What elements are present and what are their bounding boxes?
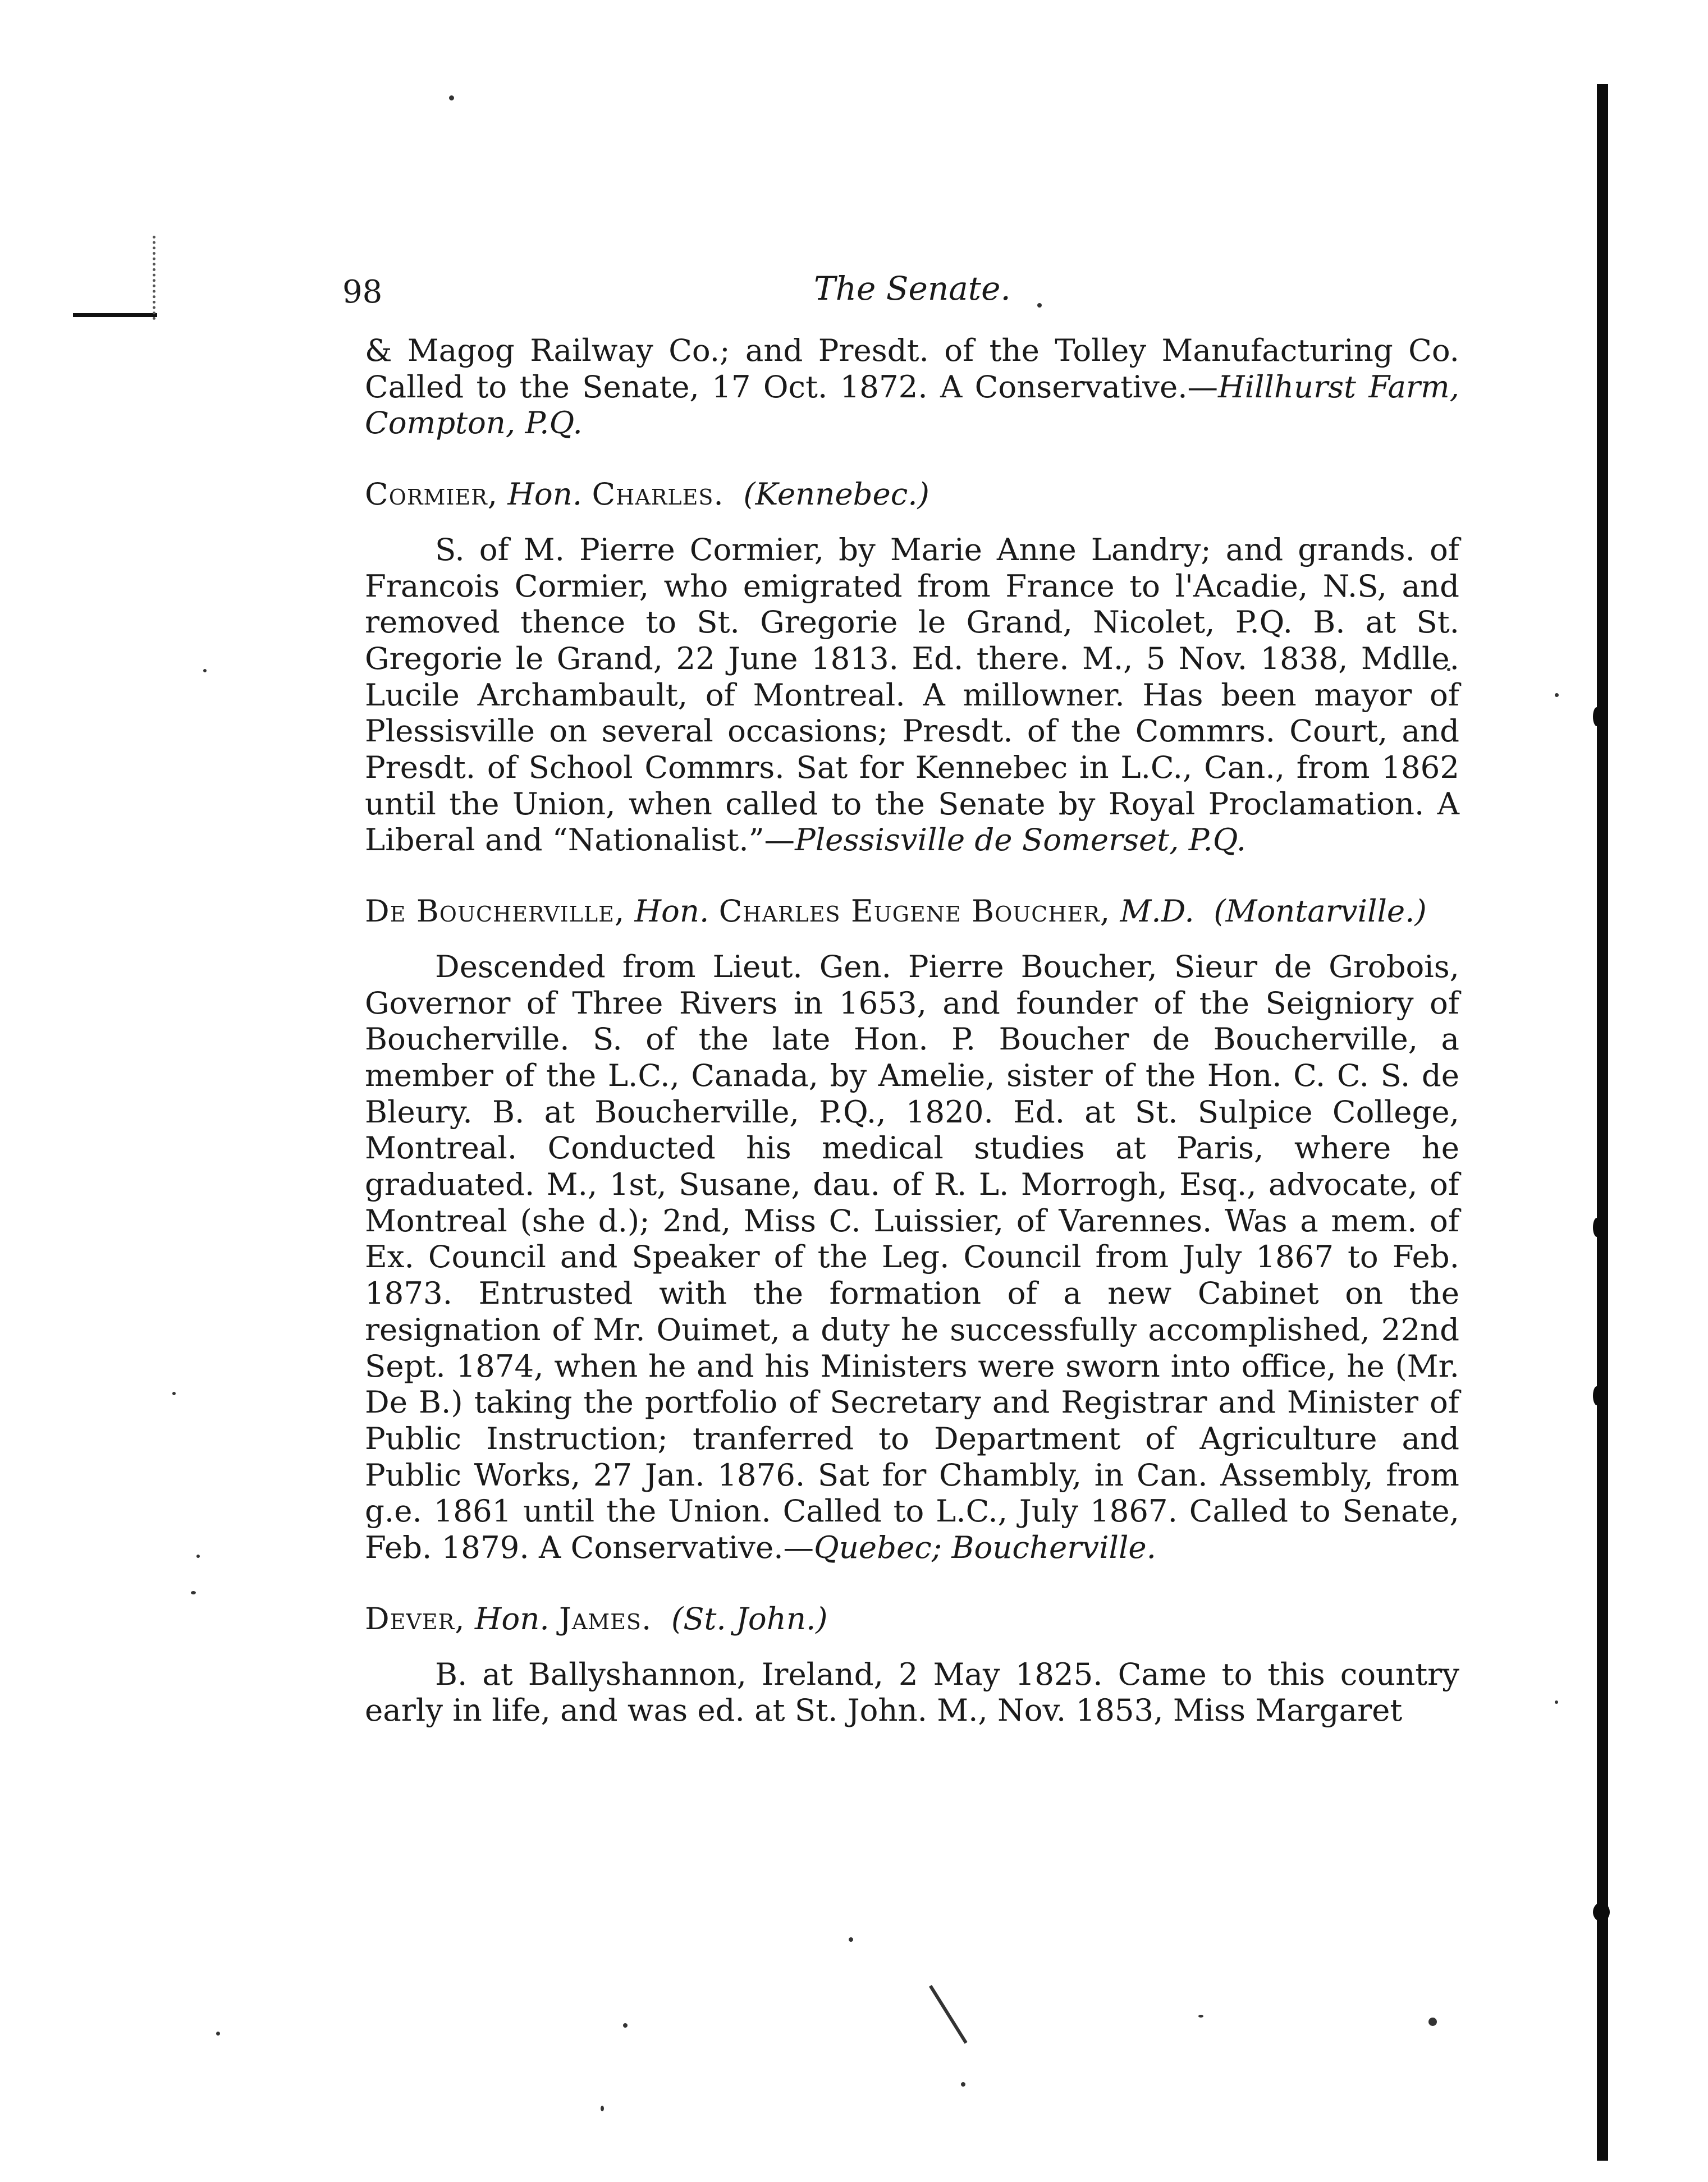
entry-given-names: James.	[558, 1600, 652, 1636]
binding-notch	[1593, 707, 1601, 726]
entry-honorific: Hon.	[507, 476, 583, 512]
entry-biography	[365, 531, 1459, 858]
entry-surname: Dever,	[365, 1600, 465, 1636]
entry-bio-text: Descended from Lieut. Gen. Pierre Boucher, Sieur de Grobois, Governor of Three Rivers in 1653, and founder of the Seigniory of Boucherville. S. of the late Hon. P. Boucher de Boucherville, a member of the L.C., Canada, by Amelie, sister of the Hon. C. C. S. de Bleury. B. at Boucherville, P.Q., 1820. Ed. at St. Sulpice College, Montreal. Conducted his medical studies at Paris, where he graduated. M., 1st, Susane, dau. of R. L. Morrogh, Esq., advocate, of Montreal (she d.); 2nd, Miss C. Luissier, of Varennes. Was a mem. of Ex. Council and Speaker of the Leg. Council from July 1867 to Feb. 1873. Entrusted with the formation of a new Cabinet on the resignation of Mr. Ouimet, a duty he successfully accomplished, 22nd Sept. 1874, when he and his Ministers were sworn into office, he (Mr. De B.) taking the portfolio of Secretary and Registrar and Minister of Public Instruction; tranferred to Department of Agriculture and Public Works, 27 Jan. 1876. Sat for Chambly, in Can. Assembly, from g.e. 1861 until the Union. Called to L.C., July 1867. Called to Senate, Feb. 1879. A Conservative.—	[365, 948, 1459, 1566]
entry-surname: Cormier,	[365, 476, 498, 512]
entry-bio-text: B. at Ballyshannon, Ireland, 2 May 1825. Came to this country early in life, and was ed. at St. John. M., Nov. 1853, Miss Margaret	[365, 1656, 1459, 1729]
entry-constituency: (Kennebec.)	[743, 476, 929, 512]
entry-constituency: (St. John.)	[671, 1600, 828, 1636]
margin-dots	[153, 236, 159, 320]
entry-heading	[365, 1601, 1459, 1637]
entry-constituency: (Montarville.)	[1214, 893, 1427, 929]
binding-notch	[1593, 1903, 1610, 1922]
binding-notch	[1593, 1386, 1601, 1405]
entry-degree: M.D.	[1120, 893, 1194, 929]
entry-address: Quebec; Boucherville.	[814, 1529, 1156, 1566]
text-column	[365, 332, 1459, 1729]
entry-address: Plessisville de Somerset, P.Q.	[795, 822, 1247, 858]
running-head: The Senate.	[814, 269, 1011, 308]
binding-notch	[1593, 1218, 1601, 1237]
entry-bio-text: S. of M. Pierre Cormier, by Marie Anne Landry; and grands. of Francois Cormier, who emigrated from France to l'Acadie, N.S, and removed thence to St. Gregorie le Grand, Nicolet, P.Q. B. at St. Gregorie le Grand, 22 June 1813. Ed. there. M., 5 Nov. 1838, Mdlle. Lucile Archambault, of Montreal. A millowner. Has been mayor of Plessisville on several occasions; Presdt. of the Commrs. Court, and Presdt. of School Commrs. Sat for Kennebec in L.C., Can., from 1862 until the Union, when called to the Senate by Royal Proclamation. A Liberal and “Nationalist.”—	[365, 531, 1459, 858]
entry-biography	[365, 948, 1459, 1566]
page-header	[342, 264, 1459, 314]
entry-given-names: Charles.	[592, 476, 724, 512]
entry-honorific: Hon.	[634, 893, 709, 929]
continuation-address: Hillhurst Farm, Compton, P.Q.	[365, 368, 1459, 441]
entry-heading	[365, 893, 1459, 929]
continuation-text: & Magog Railway Co.; and Presdt. of the Tolley Manufacturing Co. Called to the Senate, 17 Oct. 1872. A Conservative.—	[365, 332, 1459, 405]
entry-heading	[365, 476, 1459, 512]
margin-rule	[73, 313, 157, 317]
entry-biography	[365, 1656, 1459, 1729]
page-number: 98	[342, 274, 383, 310]
binding-edge	[1597, 84, 1608, 2161]
entry-given-names: Charles Eugene Boucher,	[718, 893, 1111, 929]
entry-surname: De Boucherville,	[365, 893, 625, 929]
continuation-paragraph	[365, 332, 1459, 441]
entry-honorific: Hon.	[474, 1600, 550, 1636]
stray-mark	[929, 1985, 968, 2044]
